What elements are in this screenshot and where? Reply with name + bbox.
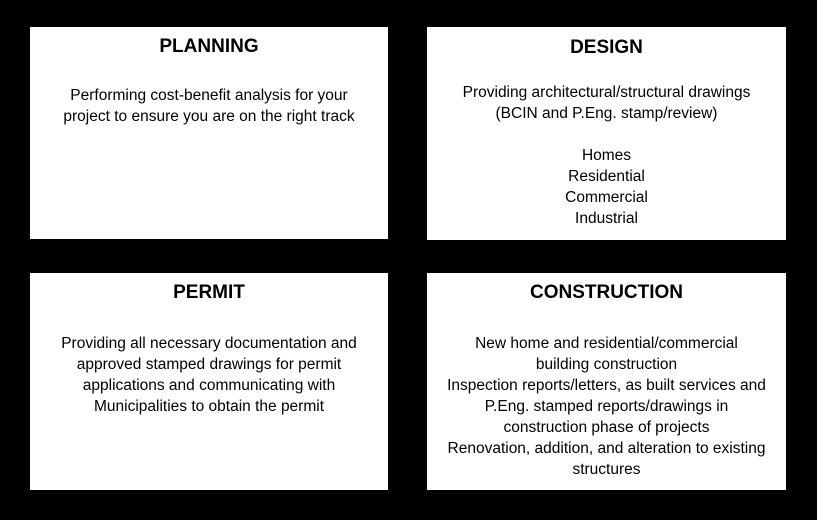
construction-card (427, 273, 786, 490)
planning-title: PLANNING (159, 36, 259, 57)
permit-line: Providing all necessary documentation and (61, 335, 357, 352)
design-category: Homes (581, 147, 632, 164)
planning-description (30, 85, 388, 127)
design-line: (BCIN and P.Eng. stamp/review) (495, 105, 718, 122)
construction-title: CONSTRUCTION (529, 282, 684, 303)
design-category: Commercial (565, 189, 648, 206)
permit-line: approved stamped drawings for permit (76, 356, 342, 373)
design-category: Residential (568, 168, 645, 185)
design-line: Providing architectural/structural drawings (462, 84, 751, 101)
construction-line: building construction (535, 356, 678, 373)
construction-line: New home and residential/commercial (475, 335, 738, 352)
planning-line: project to ensure you are on the right track (63, 108, 355, 125)
construction-line: structures (572, 461, 641, 478)
planning-line: Performing cost-benefit analysis for your (70, 87, 348, 104)
construction-line: Inspection reports/letters, as built services and (447, 377, 766, 394)
design-spacer (427, 124, 786, 145)
design-category: Industrial (575, 210, 638, 227)
permit-title: PERMIT (173, 282, 245, 303)
design-title: DESIGN (570, 37, 643, 58)
design-card (427, 27, 786, 240)
construction-description (427, 333, 786, 480)
planning-card (30, 27, 388, 239)
construction-line: Renovation, addition, and alteration to existing (447, 440, 766, 457)
construction-line: construction phase of projects (503, 419, 710, 436)
permit-line: Municipalities to obtain the permit (93, 398, 325, 415)
design-description (427, 82, 786, 229)
construction-line: P.Eng. stamped reports/drawings in (484, 398, 729, 415)
permit-card (30, 273, 388, 490)
permit-description (30, 333, 388, 417)
permit-line: applications and communicating with (82, 377, 336, 394)
